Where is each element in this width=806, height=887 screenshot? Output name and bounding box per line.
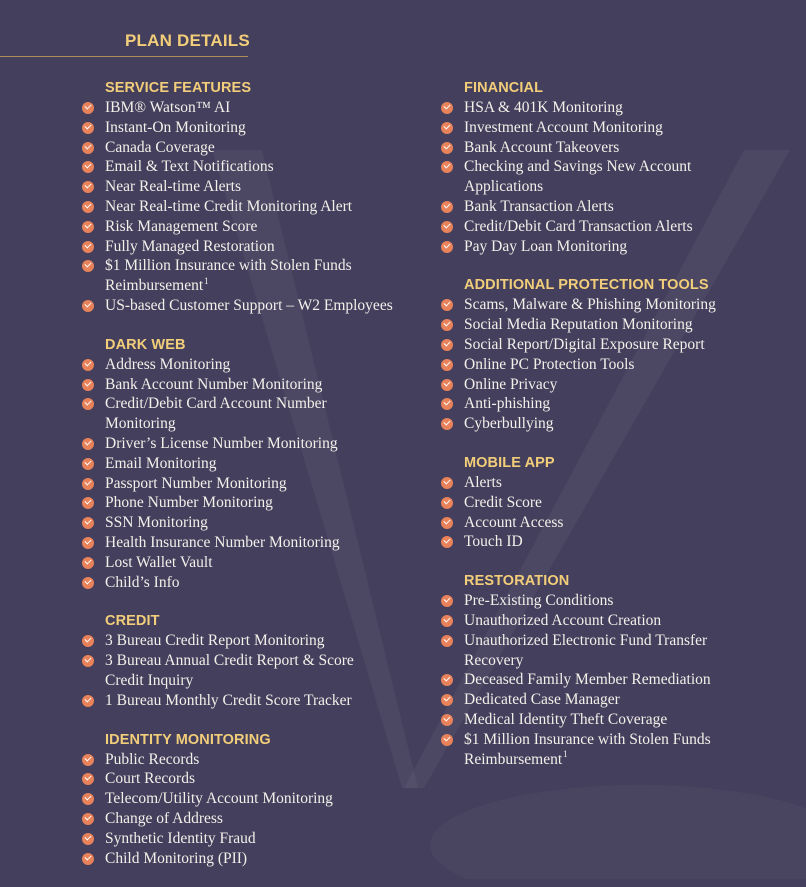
feature-text: Anti-phishing (464, 395, 551, 413)
feature-text: Deceased Family Member Remediation (464, 671, 711, 689)
feature-item (441, 138, 781, 158)
feature-list (441, 98, 781, 256)
feature-list (82, 98, 422, 316)
check-circle-icon (441, 477, 453, 489)
feature-text: 1 Bureau Monthly Credit Score Tracker (105, 691, 352, 709)
feature-item (441, 532, 781, 552)
check-circle-icon (82, 833, 94, 845)
feature-text: Cyberbullying (464, 415, 554, 433)
feature-text: Change of Address (105, 809, 223, 827)
left-column (82, 78, 422, 887)
check-circle-icon (441, 615, 453, 627)
feature-text: Investment Account Monitoring (464, 118, 663, 136)
feature-text: Instant-On Monitoring (105, 118, 246, 136)
section-service-features (82, 78, 422, 316)
feature-item (441, 611, 781, 631)
feature-text: Health Insurance Number Monitoring (105, 533, 340, 551)
feature-item (441, 98, 781, 118)
check-circle-icon (82, 537, 94, 549)
feature-text: Reimbursement (464, 750, 563, 768)
feature-item (82, 631, 422, 651)
feature-text: 3 Bureau Credit Report Monitoring (105, 632, 325, 650)
check-circle-icon (82, 813, 94, 825)
feature-item (441, 710, 781, 730)
feature-text: Canada Coverage (105, 138, 215, 156)
check-circle-icon (82, 773, 94, 785)
section-restoration (441, 571, 781, 769)
check-circle-icon (441, 339, 453, 351)
check-circle-icon (82, 221, 94, 233)
feature-text: Online Privacy (464, 375, 558, 393)
feature-text: Social Report/Digital Exposure Report (464, 335, 705, 353)
feature-item (82, 138, 422, 158)
feature-item (82, 809, 422, 829)
check-circle-icon (441, 102, 453, 114)
check-circle-icon (441, 398, 453, 410)
feature-text: 3 Bureau Annual Credit Report & Score (105, 652, 354, 670)
feature-text: HSA & 401K Monitoring (464, 99, 623, 116)
section-additional-protection-tools (441, 275, 781, 434)
check-circle-icon (441, 694, 453, 706)
feature-text: Child Monitoring (PII) (105, 849, 248, 867)
feature-item (82, 651, 422, 691)
section-heading: MOBILE APP (464, 454, 555, 471)
check-circle-icon (82, 497, 94, 509)
check-circle-icon (82, 793, 94, 805)
feature-item (82, 375, 422, 395)
feature-list (82, 750, 422, 869)
feature-text: Online PC Protection Tools (464, 355, 635, 373)
check-circle-icon (82, 181, 94, 193)
section-identity-monitoring (82, 730, 422, 869)
feature-item (82, 513, 422, 533)
feature-item (441, 217, 781, 237)
check-circle-icon (441, 221, 453, 233)
check-circle-icon (441, 497, 453, 509)
check-circle-icon (441, 674, 453, 686)
feature-item (82, 434, 422, 454)
feature-text: $1 Million Insurance with Stolen Funds (464, 730, 711, 748)
check-circle-icon (441, 714, 453, 726)
check-circle-icon (82, 478, 94, 490)
feature-item (82, 296, 422, 316)
feature-item (82, 493, 422, 513)
feature-item (82, 355, 422, 375)
check-circle-icon (441, 359, 453, 371)
check-circle-icon (82, 557, 94, 569)
feature-text: IBM® Watson™ AI (105, 99, 231, 116)
feature-list (82, 631, 422, 710)
feature-text: Unauthorized Electronic Fund Transfer (464, 631, 708, 649)
section-credit (82, 611, 422, 710)
feature-item (82, 217, 422, 237)
feature-item (82, 394, 422, 434)
section-heading: FINANCIAL (464, 80, 544, 96)
feature-item (441, 335, 781, 355)
check-circle-icon (441, 418, 453, 430)
feature-text: Bank Account Takeovers (464, 138, 620, 156)
check-circle-icon (441, 517, 453, 529)
feature-item (441, 730, 781, 770)
check-circle-icon (82, 300, 94, 312)
check-circle-icon (82, 201, 94, 213)
check-circle-icon (82, 102, 94, 114)
feature-item (441, 690, 781, 710)
feature-text: Near Real-time Credit Monitoring Alert (105, 197, 353, 215)
title-underline (0, 56, 248, 57)
check-circle-icon (82, 122, 94, 134)
feature-text: Passport Number Monitoring (105, 474, 287, 492)
feature-item (82, 197, 422, 217)
check-circle-icon (82, 142, 94, 154)
check-circle-icon (82, 853, 94, 865)
check-circle-icon (441, 161, 453, 173)
feature-text: Address Monitoring (105, 355, 231, 373)
check-circle-icon (82, 655, 94, 667)
check-circle-icon (441, 319, 453, 331)
feature-item (82, 691, 422, 711)
feature-text: Applications (464, 178, 544, 196)
feature-item (82, 789, 422, 809)
check-circle-icon (82, 754, 94, 766)
feature-text: Touch ID (464, 533, 523, 551)
section-heading: CREDIT (105, 613, 160, 630)
section-heading: SERVICE FEATURES (105, 80, 252, 96)
feature-text: Pre-Existing Conditions (464, 592, 614, 610)
feature-text: SSN Monitoring (105, 514, 208, 532)
feature-item (441, 414, 781, 434)
feature-text: Risk Management Score (105, 217, 258, 235)
feature-item (82, 454, 422, 474)
feature-item (82, 157, 422, 177)
feature-text: Bank Transaction Alerts (464, 197, 614, 215)
check-circle-icon (441, 536, 453, 548)
feature-item (82, 829, 422, 849)
feature-text: US-based Customer Support – W2 Employees (105, 296, 393, 314)
feature-item (441, 631, 781, 671)
feature-text: Credit Inquiry (105, 671, 194, 689)
section-heading: RESTORATION (464, 573, 570, 590)
feature-text: Credit/Debit Card Transaction Alerts (464, 217, 693, 235)
feature-text: Synthetic Identity Fraud (105, 829, 256, 847)
feature-item (82, 237, 422, 257)
check-circle-icon (441, 142, 453, 154)
feature-item (441, 591, 781, 611)
feature-text: Fully Managed Restoration (105, 237, 275, 255)
check-circle-icon (441, 299, 453, 311)
check-circle-icon (82, 241, 94, 253)
check-circle-icon (82, 398, 94, 410)
check-circle-icon (82, 260, 94, 272)
feature-item (441, 237, 781, 257)
feature-text: Dedicated Case Manager (464, 691, 620, 709)
footnote-marker: 1 (204, 276, 209, 287)
feature-text: Checking and Savings New Account (464, 158, 692, 176)
feature-item (441, 197, 781, 217)
section-heading: DARK WEB (105, 336, 186, 353)
right-column (441, 78, 781, 788)
feature-list (82, 355, 422, 593)
feature-item (82, 573, 422, 593)
feature-item (82, 750, 422, 770)
feature-text: Monitoring (105, 415, 176, 433)
feature-text: Credit Score (464, 493, 542, 511)
feature-text: Pay Day Loan Monitoring (464, 237, 628, 255)
check-circle-icon (441, 595, 453, 607)
feature-text: Near Real-time Alerts (105, 178, 242, 196)
feature-item (82, 533, 422, 553)
section-mobile-app (441, 453, 781, 552)
footnote-marker: 1 (563, 749, 568, 760)
feature-list (441, 295, 781, 434)
section-financial (441, 78, 781, 256)
check-circle-icon (82, 517, 94, 529)
page-title: PLAN DETAILS (125, 31, 250, 50)
feature-text: Public Records (105, 750, 200, 768)
feature-item (441, 355, 781, 375)
feature-item (441, 513, 781, 533)
feature-item (82, 474, 422, 494)
feature-text: Bank Account Number Monitoring (105, 375, 323, 393)
feature-item (82, 177, 422, 197)
feature-item (441, 157, 781, 197)
feature-text: Child’s Info (105, 573, 180, 591)
check-circle-icon (441, 241, 453, 253)
check-circle-icon (82, 577, 94, 589)
check-circle-icon (441, 122, 453, 134)
feature-text: Medical Identity Theft Coverage (464, 710, 668, 728)
feature-item (441, 493, 781, 513)
feature-text: Unauthorized Account Creation (464, 611, 662, 629)
check-circle-icon (82, 438, 94, 450)
feature-text: Social Media Reputation Monitoring (464, 316, 693, 334)
feature-item (82, 256, 422, 296)
feature-text: Reimbursement (105, 277, 204, 295)
check-circle-icon (82, 359, 94, 371)
check-circle-icon (441, 635, 453, 647)
feature-item (441, 473, 781, 493)
check-circle-icon (441, 379, 453, 391)
check-circle-icon (82, 695, 94, 707)
section-dark-web (82, 335, 422, 593)
watermark-glow (430, 785, 806, 879)
feature-text: Email Monitoring (105, 454, 217, 472)
feature-text: $1 Million Insurance with Stolen Funds (105, 257, 352, 275)
check-circle-icon (441, 201, 453, 213)
check-circle-icon (82, 458, 94, 470)
section-heading: ADDITIONAL PROTECTION TOOLS (464, 277, 709, 294)
check-circle-icon (82, 635, 94, 647)
feature-text: Email & Text Notifications (105, 158, 274, 176)
feature-item (82, 553, 422, 573)
section-heading: IDENTITY MONITORING (105, 731, 271, 748)
feature-text: Phone Number Monitoring (105, 494, 273, 512)
feature-text: Court Records (105, 770, 195, 788)
check-circle-icon (82, 161, 94, 173)
check-circle-icon (82, 379, 94, 391)
feature-text: Driver’s License Number Monitoring (105, 434, 338, 452)
check-circle-icon (441, 734, 453, 746)
feature-item (82, 769, 422, 789)
feature-text: Alerts (464, 473, 502, 491)
feature-text: Telecom/Utility Account Monitoring (105, 790, 333, 808)
feature-text: Recovery (464, 651, 524, 669)
feature-text: Scams, Malware & Phishing Monitoring (464, 296, 716, 314)
feature-list (441, 591, 781, 769)
feature-list (441, 473, 781, 552)
feature-text: Account Access (464, 513, 564, 531)
feature-item (82, 118, 422, 138)
feature-item (82, 98, 422, 118)
feature-item (441, 670, 781, 690)
feature-text: Credit/Debit Card Account Number (105, 395, 327, 413)
feature-item (82, 849, 422, 869)
feature-item (441, 394, 781, 414)
feature-text: Lost Wallet Vault (105, 553, 213, 571)
feature-item (441, 295, 781, 315)
feature-item (441, 118, 781, 138)
feature-item (441, 375, 781, 395)
feature-item (441, 315, 781, 335)
